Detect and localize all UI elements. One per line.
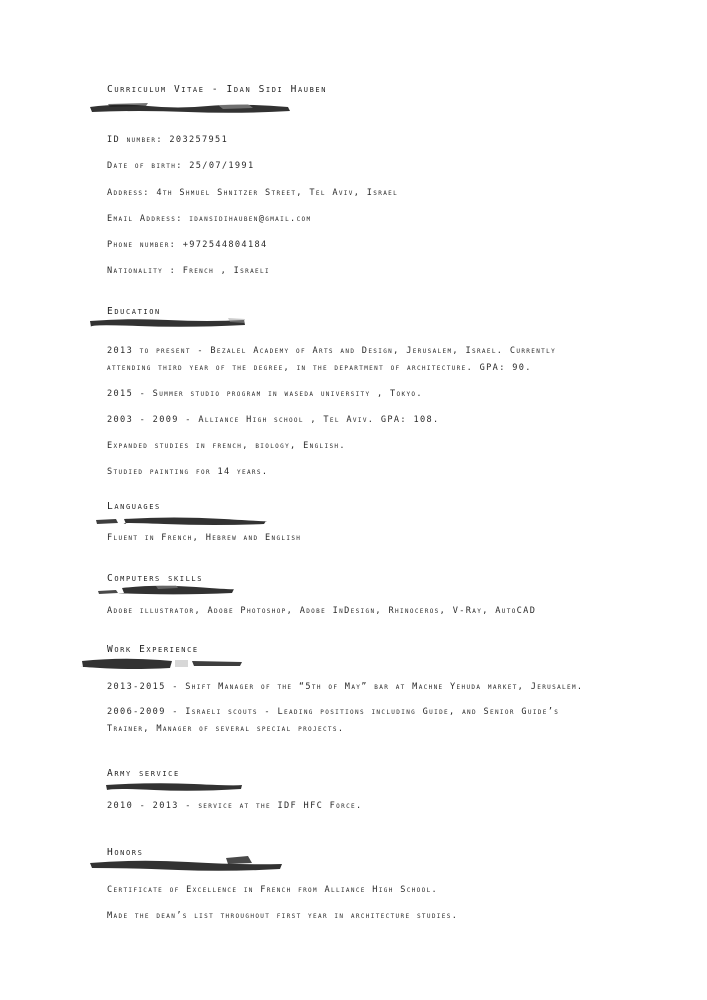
brush-stroke-underline (88, 854, 284, 868)
brush-stroke-underline (104, 779, 244, 793)
brush-stroke-underline (94, 513, 269, 527)
honors-heading: Honors (107, 847, 144, 858)
languages-line: Fluent in French, Hebrew and English (107, 533, 302, 543)
brush-stroke-underline (88, 315, 248, 329)
army-heading: Army service (107, 768, 180, 779)
computers-line: Adobe illustrator, Adobe Photoshop, Adobe InDesign, Rhinoceros, V-Ray, AutoCAD (107, 606, 537, 616)
education-line: Expanded studies in french, biology, English. (107, 441, 346, 451)
work-heading: Work Experience (107, 644, 199, 655)
computers-heading: Computers skills (107, 573, 204, 584)
phone-number: Phone number: +972544804184 (107, 240, 268, 250)
education-line: 2015 - Summer studio program in waseda university , Tokyo. (107, 389, 423, 399)
education-line: attending third year of the degree, in the department of architecture. GPA: 90. (107, 363, 532, 373)
languages-heading: Languages (107, 501, 161, 512)
education-line: 2003 - 2009 - Alliance High school , Tel Aviv. GPA: 108. (107, 415, 440, 425)
work-line: 2013-2015 - Shift Manager of the “5th of May” bar at Machne Yehuda market, Jerusalem. (107, 682, 584, 692)
email-address: Email Address: idansidihauben@gmail.com (107, 214, 312, 224)
brush-stroke-underline (88, 100, 293, 114)
id-number: ID number: 203257951 (107, 135, 229, 145)
brush-stroke-underline (96, 582, 236, 596)
brush-stroke-underline (80, 655, 245, 669)
education-heading: Education (107, 306, 161, 317)
work-line: Trainer, Manager of several special projects. (107, 724, 345, 734)
education-line: 2013 to present - Bezalel Academy of Arts and Design, Jerusalem, Israel. Currently (107, 346, 557, 356)
honors-line: Made the dean’s list throughout first year in architecture studies. (107, 911, 459, 921)
address: Address: 4th Shmuel Shnitzer Street, Tel Aviv, Israel (107, 188, 399, 198)
honors-line: Certificate of Excellence in French from Alliance High School. (107, 885, 439, 895)
army-line: 2010 - 2013 - service at the IDF HFC Force. (107, 801, 363, 811)
education-line: Studied painting for 14 years. (107, 467, 269, 477)
cv-title: Curriculum Vitae - Idan Sidi Hauben (107, 84, 328, 95)
date-of-birth: Date of birth: 25/07/1991 (107, 161, 255, 171)
work-line: 2006-2009 - Israeli scouts - Leading positions including Guide, and Senior Guide’s (107, 707, 560, 717)
nationality: Nationality : French , Israeli (107, 266, 270, 276)
